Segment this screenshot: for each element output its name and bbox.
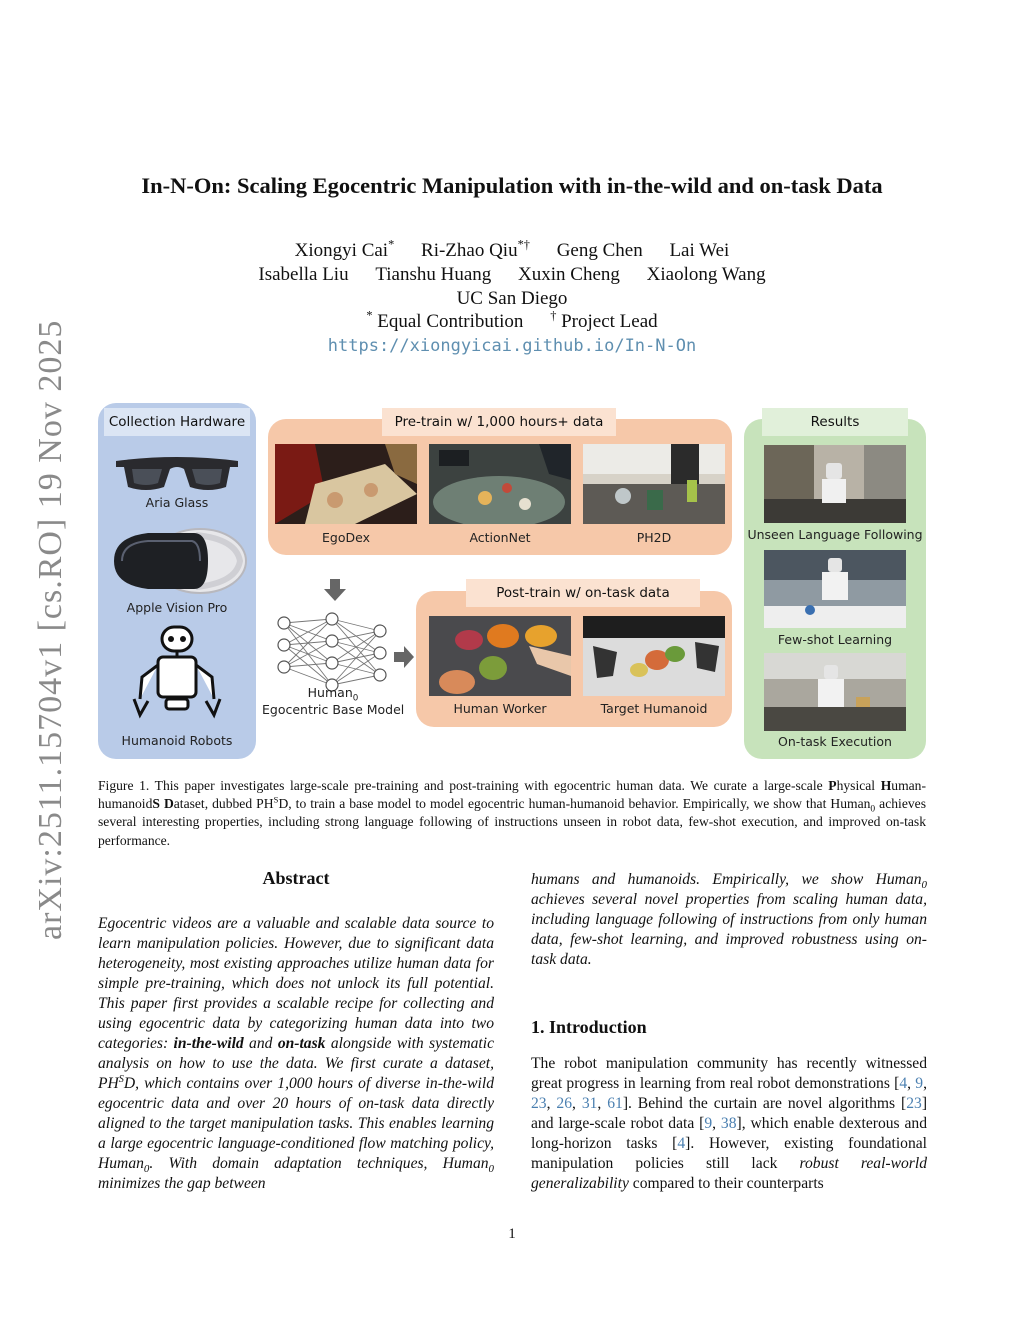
results-header: Results — [762, 408, 908, 436]
dataset-label: PH2D — [636, 530, 672, 545]
actionnet-image — [429, 444, 571, 524]
hardware-label: Apple Vision Pro — [126, 600, 228, 615]
dataset-label: ActionNet — [469, 530, 531, 545]
citation-link[interactable]: 31 — [581, 1095, 598, 1112]
citation-link[interactable]: 9 — [915, 1075, 924, 1092]
figure-1 — [98, 403, 928, 763]
citation-link[interactable]: 38 — [720, 1115, 737, 1132]
author-notes — [0, 308, 1024, 333]
target-humanoid-image — [583, 616, 725, 696]
unseen-language-image — [764, 445, 906, 523]
author: Lai Wei — [669, 240, 730, 261]
author: Geng Chen — [556, 240, 643, 261]
project-lead-note: † Project Lead — [550, 308, 658, 332]
citation-link[interactable]: 23 — [906, 1095, 922, 1112]
pretrain-header: Pre-train w/ 1,000 hours+ data — [382, 408, 616, 436]
author-row-1 — [0, 237, 1024, 262]
right-arrow-icon — [394, 646, 414, 668]
author: Isabella Liu — [258, 264, 349, 285]
collection-hardware-header: Collection Hardware — [104, 408, 250, 436]
equal-contribution-note: * Equal Contribution — [366, 308, 524, 332]
author: Xiaolong Wang — [646, 264, 766, 285]
down-arrow-icon — [324, 579, 346, 601]
result-label: Few-shot Learning — [777, 632, 893, 647]
result-label: On-task Execution — [778, 734, 892, 749]
result-label: Unseen Language Following — [747, 527, 923, 542]
model-name: Human$_0$ — [307, 685, 359, 704]
intro-text: The robot manipulation community has recently witnessed great progress in learning from real robot demonstrations [4, 9, 23, 26, 31, 61]. Behind the curtain are novel algorithms [23] and large-scale robot data [9, 38], which enable dexterous and long-horizon tasks [4]. However, existing foundational manipulation policies still lack robust real-world generalizability compared to their counterparts — [531, 1055, 928, 1192]
citation-link[interactable]: 61 — [607, 1095, 623, 1112]
abstract-text: Egocentric videos are a valuable and scalable data source to learn manipulation policies. However, due to significant data heterogeneity, most existing approaches utilize human data for simple pre-training, which does not unlock its full potential. This paper first provides a scalable recipe for collecting and using egocentric data by categorizing human data into two categories: in-the-wild and on-task alongside with systematic analysis on how to use the data. We first curate a dataset, $PH^SD$, which contains over 1,000 hours of diverse in-the-wild egocentric data and over 20 hours of on-task data directly aligned to the target manipulation tasks. This enables learning a large egocentric language-conditioned flow matching policy, Human$_0$. With domain adaptation techniques, Human$_0$ minimizes the gap between — [98, 915, 495, 1192]
author-row-2 — [0, 264, 1024, 286]
apple-vision-pro-icon — [108, 521, 248, 601]
on-task-execution-image — [764, 653, 906, 731]
citation-link[interactable]: 23 — [531, 1095, 547, 1112]
citation-link[interactable]: 9 — [704, 1115, 713, 1132]
citation-link[interactable]: 4 — [677, 1135, 686, 1152]
ph2d-image — [583, 444, 725, 524]
hardware-label: Humanoid Robots — [121, 733, 233, 748]
dataset-label: EgoDex — [322, 530, 370, 545]
posttrain-header: Post-train w/ on-task data — [466, 579, 700, 607]
hardware-label: Aria Glass — [145, 495, 209, 510]
affiliation: UC San Diego — [456, 288, 568, 309]
posttrain-label: Human Worker — [453, 701, 547, 716]
egodex-image — [275, 444, 417, 524]
abstract-text-continued: humans and humanoids. Empirically, we show Human$_0$ achieves several novel properties from scaling human data, including language following of instructions from only human data, few-shot learning, and improved robustness using on-task data. — [531, 871, 927, 968]
author: Tianshu Huang — [375, 264, 492, 285]
humanoid-robot-icon — [130, 623, 224, 733]
section-heading: 1. Introduction — [531, 1017, 647, 1037]
author: Xiongyi Cai* — [294, 237, 395, 261]
model-description: Egocentric Base Model — [262, 702, 405, 717]
citation-link[interactable]: 4 — [899, 1075, 908, 1092]
arxiv-stamp: arXiv:2511.15704v1 [cs.RO] 19 Nov 2025 — [32, 319, 69, 940]
posttrain-label: Target Humanoid — [600, 701, 708, 716]
neural-network-icon — [276, 611, 390, 693]
page-number: 1 — [508, 1226, 516, 1242]
author: Xuxin Cheng — [518, 264, 620, 285]
abstract-heading: Abstract — [262, 868, 330, 888]
citation-link[interactable]: 26 — [556, 1095, 572, 1112]
aria-glass-icon — [112, 451, 242, 495]
project-url-link[interactable]: https://xiongyicai.github.io/In-N-On — [327, 336, 697, 356]
paper-title: In-N-On: Scaling Egocentric Manipulation with in-the-wild and on-task Data — [141, 173, 883, 198]
author: Ri-Zhao Qiu*† — [421, 237, 530, 261]
few-shot-learning-image — [764, 550, 906, 628]
human-worker-image — [429, 616, 571, 696]
figure-caption: Figure 1. This paper investigates large-scale pre-training and post-training with egocentric human data. We curate a large-scale Physical Human-humanoidS Dataset, dubbed $PH^SD$, to train a base model to model egocentric human-humanoid behavior. Empirically, we show that Human$_0$ achieves several interesting properties, including strong language following of instructions unseen in robot data, few-shot execution, and improved on-task performance. — [98, 778, 926, 848]
